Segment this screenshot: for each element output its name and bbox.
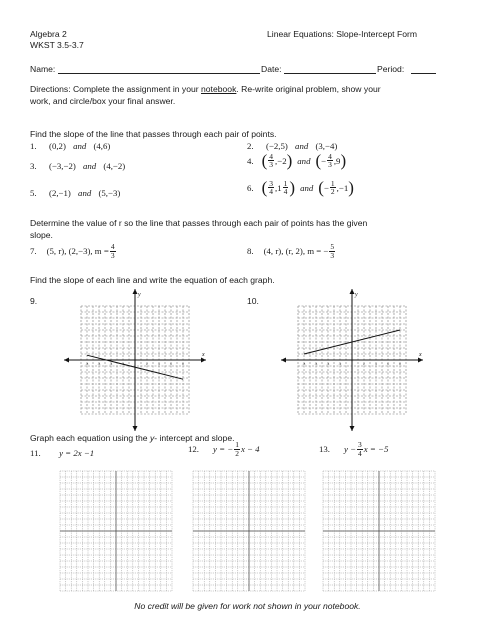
and-word: and [297, 155, 311, 166]
graph-13-grid[interactable] [323, 471, 435, 591]
tick-label: 8 [182, 362, 184, 366]
worksheet-id: WKST 3.5-3.7 [30, 40, 84, 50]
point-a: (2,−1) [49, 188, 71, 198]
tick-label: -4 [109, 362, 113, 366]
tick-label: 8 [399, 362, 401, 366]
problem-5 [30, 188, 120, 198]
fraction: $\frac{5}{3}$ [330, 242, 335, 260]
y-axis-label: y [355, 292, 358, 298]
problem-number: 12. [188, 444, 199, 454]
section1-instruction: Find the slope of the line that passes through each pair of points. [30, 129, 277, 139]
y-arrow-up [133, 289, 138, 294]
name-label: Name: [30, 64, 56, 74]
section4-variable: y [149, 433, 155, 443]
and-word: and [300, 182, 314, 193]
point-b: (3,−4) [315, 141, 338, 151]
date-field[interactable] [284, 73, 376, 74]
point-a-rest: ,−2 [275, 155, 287, 166]
equation-rhs: x = −5 [363, 444, 389, 454]
graph-9-number: 9. [30, 296, 38, 306]
problem-number: 2. [247, 141, 254, 151]
fraction: $\frac{3}{4}$ [269, 178, 274, 196]
tick-label: 2 [363, 362, 365, 366]
equation-lhs: y − [344, 444, 357, 454]
directions-line1 [30, 84, 381, 94]
graph-10 [281, 289, 423, 431]
and-word: and [73, 141, 87, 151]
point-a: (0,2) [49, 141, 66, 151]
tick-label: -6 [314, 362, 318, 366]
problem-number: 4. [247, 155, 254, 166]
fraction: $\frac{4}{3}$ [328, 151, 332, 169]
fraction: $\frac{1}{4}$ [283, 178, 288, 196]
section3-instruction: Find the slope of each line and write the equation of each graph. [30, 275, 275, 285]
footer-note: No credit will be given for work not shown in your notebook. [134, 601, 361, 611]
point-b: (5,−3) [98, 188, 121, 198]
tick-label: 6 [170, 362, 172, 366]
y-axis-label: y [138, 292, 141, 298]
tick-label: 6 [387, 362, 389, 366]
problem-text: (5, r), (2,−3), m = [46, 246, 109, 256]
problem-7 [30, 243, 117, 259]
topic-title: Linear Equations: Slope-Intercept Form [267, 29, 417, 39]
course-title: Algebra 2 [30, 29, 67, 39]
period-label: Period: [377, 64, 405, 74]
notebook-link[interactable]: notebook [201, 84, 237, 94]
problem-number: 7. [30, 246, 37, 256]
fraction: $\frac{1}{2}$ [235, 440, 239, 458]
tick-label: -6 [97, 362, 101, 366]
problem-6: 6. ( $\frac{3}{4}$ ,1 $\frac{1}{4}$ ) and ( − $\frac{1}{2}$ ,−1 ) [247, 178, 354, 197]
tick-label: 4 [158, 362, 160, 366]
fraction: $\frac{4}{3}$ [269, 151, 274, 169]
problem-number: 11. [30, 448, 41, 458]
and-word: and [295, 141, 309, 151]
problem-8 [247, 243, 336, 259]
tick-label: 2 [146, 362, 148, 366]
point-b: (4,6) [93, 141, 111, 151]
problem-13 [319, 441, 388, 457]
x-axis-label: x [202, 352, 205, 358]
directions-text-cont: . Re-write original problem, show your [236, 84, 381, 94]
problem-number: 5. [30, 188, 37, 198]
graph-11-grid[interactable] [60, 471, 172, 591]
y-arrow-down [133, 426, 138, 431]
section4-text-cont: - intercept and slope. [154, 433, 235, 443]
graph-12-grid[interactable] [193, 471, 305, 591]
period-field[interactable] [411, 73, 436, 74]
name-field[interactable] [58, 73, 260, 74]
equation: y = 2x −1 [59, 448, 95, 458]
y-arrow-down [350, 426, 355, 431]
equation-lhs: y = − [213, 444, 234, 454]
point-a-mid: ,1 [275, 182, 282, 193]
point-b-rest: ,−1 [336, 182, 349, 193]
problem-number: 6. [247, 182, 254, 193]
y-arrow-up [350, 289, 355, 294]
point-a: (−3,−2) [49, 161, 76, 171]
directions-text: Directions: Complete the assignment in your [30, 84, 201, 94]
problem-2 [247, 141, 337, 151]
tick-label: -2 [338, 362, 342, 366]
and-word: and [78, 188, 92, 198]
graph-9 [64, 289, 206, 431]
x-arrow-left [281, 358, 286, 363]
point-b-rest: ,9 [333, 155, 341, 166]
section4-text: Graph each equation using the [30, 433, 150, 443]
and-word: and [83, 161, 97, 171]
problem-12 [188, 441, 260, 457]
problem-number: 3. [30, 161, 37, 171]
fraction: $\frac{1}{2}$ [330, 178, 335, 196]
problem-3 [30, 161, 125, 171]
x-axis-label: x [419, 352, 422, 358]
equation-rhs: x − 4 [240, 444, 260, 454]
problem-number: 1. [30, 141, 37, 151]
point-b: (4,−2) [103, 161, 126, 171]
problem-1 [30, 141, 110, 151]
problem-number: 8. [247, 246, 254, 256]
problem-number: 13. [319, 444, 330, 454]
problem-4: 4. ( $\frac{4}{3}$ ,−2 ) and ( − $\frac{4}{3}$ ,9 ) [247, 151, 347, 170]
problem-text: (4, r), (r, 2), m = − [263, 246, 329, 256]
point-a: (−2,5) [266, 141, 288, 151]
tick-label: -4 [326, 362, 330, 366]
minus-sign: − [323, 182, 329, 193]
section2-instruction-cont: slope. [30, 230, 53, 240]
section2-instruction: Determine the value of r so the line that passes through each pair of points has the given [30, 218, 368, 228]
fraction: $\frac{3}{4}$ [358, 440, 362, 458]
tick-label: 4 [375, 362, 377, 366]
x-arrow-left [64, 358, 69, 363]
x-arrow-right [418, 358, 423, 363]
tick-label: -8 [85, 362, 89, 366]
directions-line2: work, and circle/box your final answer. [30, 96, 176, 106]
tick-label: -8 [302, 362, 306, 366]
minus-sign: − [321, 155, 327, 166]
date-label: Date: [261, 64, 282, 74]
fraction: $\frac{4}{3}$ [110, 242, 115, 260]
graph-10-number: 10. [247, 296, 259, 306]
x-arrow-right [201, 358, 206, 363]
problem-11 [30, 448, 94, 458]
